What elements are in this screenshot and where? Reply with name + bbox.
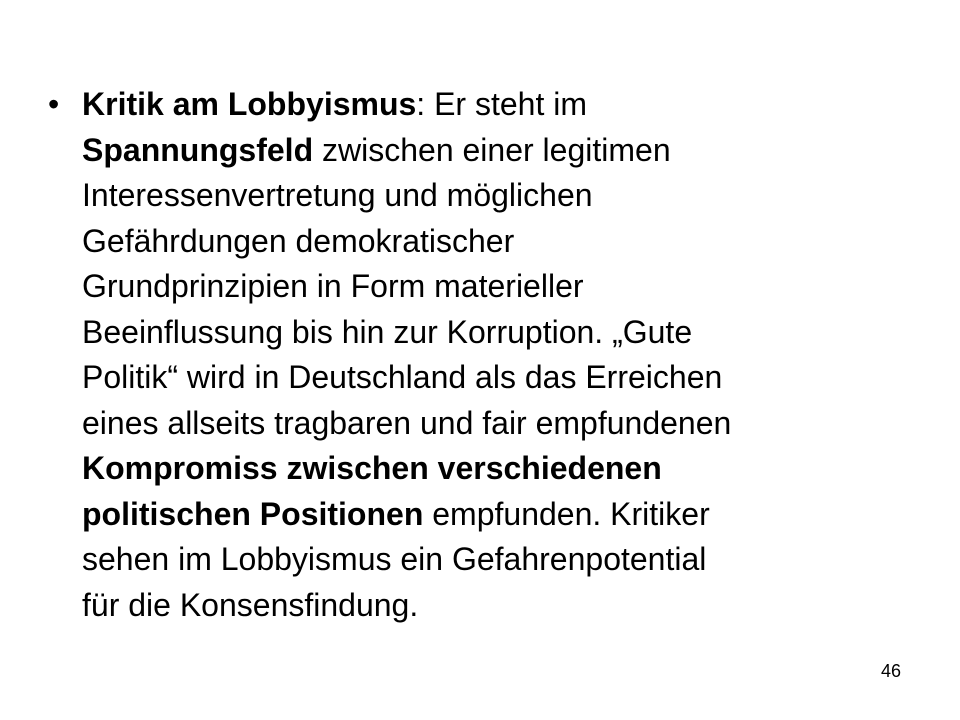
text-segment: : Er steht im [416,86,587,122]
text-line [82,219,858,265]
text-line [82,264,858,310]
bullet-list [48,82,858,628]
text-segment: Gefährdungen demokratischer [82,222,515,259]
bold-text: Kritik am Lobbyismus [82,86,417,122]
text-segment: Politik“ wird in Deutschland als das Erreichen [82,359,723,395]
text-line [82,492,858,538]
text-line [82,537,858,583]
text-segment: zwischen einer legitimen [313,131,671,168]
text-line [82,401,858,447]
text-segment: sehen im Lobbyismus ein Gefahrenpotential [82,541,707,577]
text-segment: Beeinflussung bis hin zur Korruption. „Gute [82,313,693,350]
text-segment: Grundprinzipien in Form materieller [82,268,584,304]
page-number: 46 [880,661,901,681]
text-segment: eines allseits tragbaren und fair empfundenen [82,404,732,441]
bold-text: politischen Positionen [82,495,424,532]
text-segment: empfunden. Kritiker [423,495,710,532]
bullet-item [48,82,858,628]
text-line [82,128,858,174]
bold-text: Kompromiss zwischen verschiedenen [82,450,662,486]
bullet-icon: • [48,86,60,122]
text-line [82,446,858,492]
text-line [82,82,858,128]
text-segment: für die Konsensfindung. [82,586,419,623]
text-line [82,583,858,629]
text-segment: Interessenvertretung und möglichen [82,177,593,213]
bold-text: Spannungsfeld [82,131,314,168]
text-line [82,173,858,219]
text-line [82,310,858,356]
text-line [82,355,858,401]
